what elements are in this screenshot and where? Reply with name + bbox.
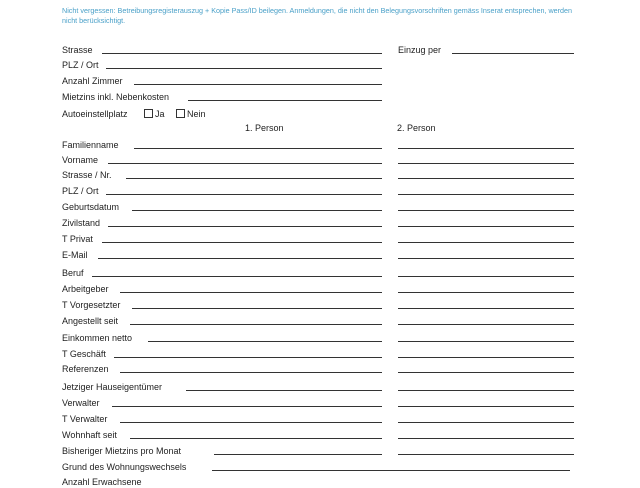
person1-t-geschaeft-field[interactable] [114, 357, 382, 358]
person1-plz-ort-field[interactable] [106, 194, 382, 195]
person-row-familienname [62, 137, 574, 151]
person2-hauseigentuemer-field[interactable] [398, 390, 574, 391]
field-label: Arbeitgeber [62, 284, 109, 294]
person2-beruf-field[interactable] [398, 276, 574, 277]
person2-heading: 2. Person [397, 123, 436, 133]
field-label: Wohnhaft seit [62, 430, 117, 440]
strasse-row [62, 42, 582, 56]
strasse-label: Strasse [62, 45, 93, 55]
person-row-einkommen [62, 330, 574, 344]
einzug-field[interactable] [452, 53, 574, 54]
person-row-t-verwalter [62, 411, 574, 425]
person1-angestellt-seit-field[interactable] [130, 324, 382, 325]
person1-vorname-field[interactable] [108, 163, 382, 164]
person1-email-field[interactable] [98, 258, 382, 259]
field-label: PLZ / Ort [62, 186, 99, 196]
person-row-wohnhaft-seit [62, 427, 574, 441]
person-row-t-privat [62, 231, 574, 245]
field-label: T Verwalter [62, 414, 108, 424]
field-label: Referenzen [62, 364, 109, 374]
field-label: Bisheriger Mietzins pro Monat [62, 446, 182, 456]
person-row-verwalter [62, 395, 574, 409]
person-row-hauseigentuemer [62, 379, 574, 393]
field-label: T Privat [62, 234, 93, 244]
field-label: Geburtsdatum [62, 202, 120, 212]
person-row-referenzen [62, 361, 574, 375]
person1-strasse-field[interactable] [126, 178, 382, 179]
person2-strasse-field[interactable] [398, 178, 574, 179]
field-label: T Vorgesetzter [62, 300, 121, 310]
grund-label: Grund des Wohnungswechsels [62, 462, 187, 472]
field-label: Verwalter [62, 398, 100, 408]
person-row-plz-ort [62, 183, 574, 197]
field-label: E-Mail [62, 250, 88, 260]
plz-ort-field[interactable] [106, 68, 382, 69]
parking-label: Autoeinstellplatz [62, 109, 128, 119]
person2-familienname-field[interactable] [398, 148, 574, 149]
person1-arbeitgeber-field[interactable] [120, 292, 382, 293]
parking-no-label: Nein [187, 109, 206, 119]
grund-field[interactable] [212, 470, 570, 471]
mietzins-label: Mietzins inkl. Nebenkosten [62, 92, 170, 102]
person1-wohnhaft-seit-field[interactable] [130, 438, 382, 439]
person-row-vorname [62, 152, 574, 166]
cutoff-row [62, 474, 262, 488]
plz-ort-row [62, 57, 392, 71]
person1-t-privat-field[interactable] [102, 242, 382, 243]
person-row-geburtsdatum [62, 199, 574, 213]
field-label: Angestellt seit [62, 316, 119, 326]
field-label: Familienname [62, 140, 119, 150]
strasse-field[interactable] [102, 53, 382, 54]
person2-angestellt-seit-field[interactable] [398, 324, 574, 325]
person1-mietzins-bisher-field[interactable] [214, 454, 382, 455]
zimmer-label: Anzahl Zimmer [62, 76, 123, 86]
parking-yes-option[interactable] [140, 109, 165, 119]
field-label: Beruf [62, 268, 84, 278]
person2-plz-ort-field[interactable] [398, 194, 574, 195]
person2-mietzins-bisher-field[interactable] [398, 454, 574, 455]
mietzins-field[interactable] [188, 100, 382, 101]
cutoff-label: Anzahl Erwachsene [62, 477, 142, 487]
person-row-t-geschaeft [62, 346, 574, 360]
parking-no-checkbox[interactable] [176, 109, 185, 118]
instruction-note: Nicht vergessen: Betreibungsregisterauszug + Kopie Pass/ID beilegen. Anmeldungen, die nicht den Belegungsvorschriften gemäss Inserat entsprechen, werden nicht berücksichtigt. [62, 6, 573, 25]
person2-t-privat-field[interactable] [398, 242, 574, 243]
person2-zivilstand-field[interactable] [398, 226, 574, 227]
person-row-arbeitgeber [62, 281, 574, 295]
person2-t-geschaeft-field[interactable] [398, 357, 574, 358]
person-row-mietzins-bisher [62, 443, 574, 457]
field-label: Vorname [62, 155, 99, 165]
parking-yes-checkbox[interactable] [144, 109, 153, 118]
person1-t-vorgesetzter-field[interactable] [132, 308, 382, 309]
person1-verwalter-field[interactable] [112, 406, 382, 407]
person2-t-vorgesetzter-field[interactable] [398, 308, 574, 309]
person1-beruf-field[interactable] [92, 276, 382, 277]
person1-zivilstand-field[interactable] [108, 226, 382, 227]
field-label: Jetziger Hauseigentümer [62, 382, 163, 392]
zimmer-field[interactable] [134, 84, 382, 85]
person1-familienname-field[interactable] [134, 148, 382, 149]
person-row-angestellt-seit [62, 313, 574, 327]
parking-yes-label: Ja [155, 109, 165, 119]
person2-einkommen-field[interactable] [398, 341, 574, 342]
zimmer-row [62, 73, 392, 87]
person-row-strasse [62, 167, 574, 181]
person2-arbeitgeber-field[interactable] [398, 292, 574, 293]
person1-hauseigentuemer-field[interactable] [186, 390, 382, 391]
person1-referenzen-field[interactable] [120, 372, 382, 373]
person2-wohnhaft-seit-field[interactable] [398, 438, 574, 439]
field-label: Strasse / Nr. [62, 170, 112, 180]
grund-row [62, 459, 574, 473]
person2-vorname-field[interactable] [398, 163, 574, 164]
parking-no-option[interactable] [172, 109, 206, 119]
person-row-t-vorgesetzter [62, 297, 574, 311]
einzug-label: Einzug per [398, 45, 442, 55]
person2-email-field[interactable] [398, 258, 574, 259]
person-row-email [62, 247, 574, 261]
field-label: Zivilstand [62, 218, 101, 228]
person1-heading: 1. Person [245, 123, 284, 133]
person-row-beruf [62, 265, 574, 279]
field-label: T Geschäft [62, 349, 106, 359]
field-label: Einkommen netto [62, 333, 133, 343]
person2-geburtsdatum-field[interactable] [398, 210, 574, 211]
person2-referenzen-field[interactable] [398, 372, 574, 373]
plz-ort-label: PLZ / Ort [62, 60, 99, 70]
person1-einkommen-field[interactable] [148, 341, 382, 342]
person1-t-verwalter-field[interactable] [120, 422, 382, 423]
mietzins-row [62, 89, 392, 103]
person2-t-verwalter-field[interactable] [398, 422, 574, 423]
person2-verwalter-field[interactable] [398, 406, 574, 407]
person1-geburtsdatum-field[interactable] [132, 210, 382, 211]
person-row-zivilstand [62, 215, 574, 229]
parking-row [62, 106, 392, 120]
